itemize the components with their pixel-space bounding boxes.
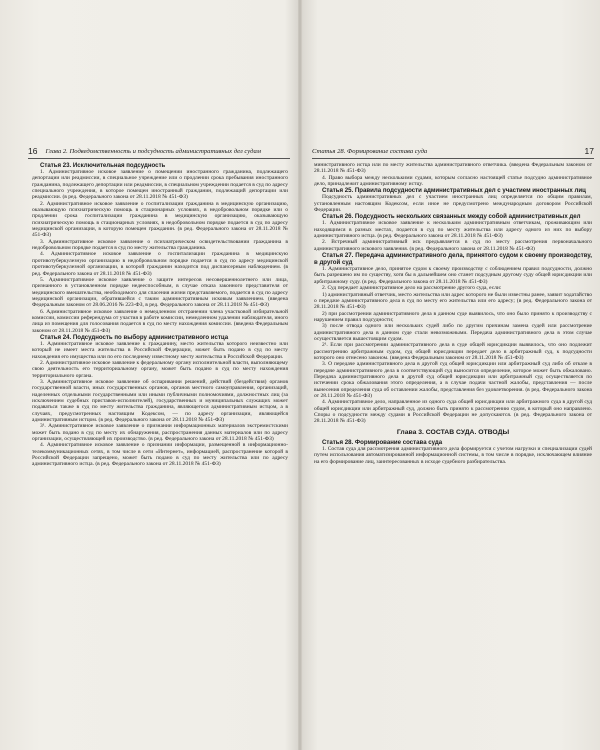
right-header-title: Статья 28. Формирование состава суда: [312, 147, 428, 155]
article-heading: Статья 23. Исключительная подсудность: [40, 162, 166, 169]
paragraph: 4. Административное исковое заявление о госпитализации гражданина в медицинскую противотуберкулезную организацию в недобровольном порядке подается в суд по адресу медицинской противотуберкулезной организации, в которой гражданин находится под диспансерным наблюдением. (в ред. Федерального закона от 28.11.2018 № 451-ФЗ): [32, 251, 288, 277]
paragraph: 3. О передаче административного дела в другой суд общей юрисдикции или арбитражный суд либо об отказе в передаче административного дела в соответствующий суд выносится определение, которое может быть обжаловано. Передача административного дела в другой суд общей юрисдикции или арбитражный суд осуществляется по истечении срока обжалования этого определения, а в случае подачи частной жалобы, представления — после вынесения определения суда об оставлении жалобы, представления без удовлетворения. (в ред. Федерального закона от 28.11.2018 № 451-ФЗ): [314, 361, 592, 399]
continued-paragraph: министративного истца или по месту жительства административного ответчика. (введена Федеральным законом от 28.11.2018 № 451-ФЗ): [314, 162, 592, 175]
paragraph: 1. Административное дело, принятое судом к своему производству с соблюдением правил подсудности, должно быть разрешено им по существу, хотя бы в дальнейшем оно станет подсудным другому суду общей юрисдикции или арбитражному суду. (в ред. Федерального закона от 28.11.2018 № 451-ФЗ): [314, 266, 592, 285]
paragraph: 3¹. Административное исковое заявление о признании информационных материалов экстремистскими может быть подано в суд по месту их обнаружения, распространения данных материалов или по адресу организации, осуществляющей их производство. (в ред. Федерального закона от 28.11.2018 № 451-ФЗ): [32, 423, 288, 443]
paragraph: 5. Административное исковое заявление о защите интересов несовершеннолетнего или лица, признанного в установленном порядке недееспособным, в случае отказа законного представителя от медицинского вмешательства, необходимого для спасения жизни представляемого, подается в суд по адресу медицинской организации, обратившейся с таким административным исковым заявлением. (введена Федеральным законом от 28.06.2016 № 223-ФЗ, в ред. Федерального закона от 28.11.2018 № 451-ФЗ): [32, 276, 288, 309]
paragraph: 1. Административное исковое заявление к нескольким административным ответчикам, проживающим или находящимся в разных местах, подается в суд по месту жительства или адресу одного из них по выбору административного истца. (в ред. Федерального закона от 28.11.2018 № 451-ФЗ): [314, 220, 592, 240]
article-heading: Статья 28. Формирование состава суда: [322, 439, 443, 447]
paragraph: Подсудность административных дел с участием иностранных лиц определяется по общим правилам, установленным настоящим Кодексом, если иное не предусмотрено международным договором Российской Федерации.: [314, 194, 592, 214]
paragraph: 3. Административное исковое заявление о психиатрическом освидетельствовании гражданина в недобровольном порядке подается в суд по месту жительства гражданина.: [32, 238, 288, 252]
paragraph: 2¹. Если при рассмотрении административного дела в суде общей юрисдикции выявилось, что оно подлежит рассмотрению арбитражным судом, суд общей юрисдикции передает дело в арбитражный суд, к подсудности которого оно отнесено законом. (введена Федеральным законом от 28.11.2018 № 451-ФЗ): [314, 342, 592, 361]
paragraph: 3. Административное исковое заявление об оспаривании решений, действий (бездействия) органов государственной власти, иных государственных органов, органов местного самоуправления, организаций, наделенных отдельными государственными или иными публичными полномочиями, должностных лиц (за исключением судебных приставов-исполнителей), государственных и муниципальных служащих может подаваться также в суд по месту жительства гражданина, являющегося административным истцом, а в случаях, предусмотренных настоящим Кодексом, — по адресу организации, являющейся административным истцом. (в ред. Федерального закона от 28.11.2018 № 451-ФЗ): [32, 379, 288, 424]
paragraph: 2. Административное исковое заявление о госпитализации гражданина в медицинскую организацию, оказывающую психиатрическую помощь в стационарных условиях, в недобровольном порядке или о продлении срока госпитализации гражданина в медицинскую организацию, оказывающую психиатрическую помощь в стационарных условиях, в недобровольном порядке подается в суд по адресу медицинской организации, в которую помещен гражданин. (в ред. Федерального закона от 28.11.2018 № 451-ФЗ): [32, 200, 288, 239]
paragraph: 1. Административное исковое заявление о помещении иностранного гражданина, подлежащего депортации или реадмиссии, в специальное учреждение или о продлении срока пребывания иностранного гражданина, подлежащего депортации или реадмиссии, в специальном учреждении подается в суд по адресу специального учреждения, в которое помещен иностранный гражданин, подлежащий депортации или реадмиссии. (в ред. Федерального закона от 28.11.2018 № 451-ФЗ): [32, 169, 288, 201]
chapter-heading: Глава 3. СОСТАВ СУДА. ОТВОДЫ: [396, 428, 510, 436]
paragraph: 1. Состав суда для рассмотрения административного дела формируется с учетом нагрузки и специализации судей путем использования автоматизированной информационной системы, в том числе в порядке, исключающем влияние на его формирование лиц, заинтересованных в исходе судебного разбирательства.: [314, 446, 592, 465]
left-header-title: Глава 2. Подведомственность и подсудность административных дел судам: [45, 147, 262, 155]
paragraph: 1) административный ответчик, место жительства или адрес которого не были известны ранее, заявит ходатайство о передаче административного дела в суд по месту его жительства или его адресу; (в ред. Федерального закона от 28.11.2018 № 451-ФЗ): [314, 291, 592, 311]
article-heading: Статья 26. Подсудность нескольких связанных между собой административных дел: [322, 213, 581, 221]
left-text-column: [32, 162, 288, 468]
paragraph: 1. Административное исковое заявление к гражданину, место жительства которого неизвестно или который не имеет места жительства в Российской Федерации, может быть подано в суд по месту нахождения его имущества или по его последнему известному месту жительства в Российской Федерации.: [32, 340, 288, 360]
paragraph: 2. Встречный административный иск предъявляется в суд по месту рассмотрения первоначального административного искового заявления. (в ред. Федерального закона от 28.11.2018 № 451-ФЗ): [314, 239, 592, 252]
article-heading: Статья 27. Передача административного дела, принятого судом к своему производству, в другой суд: [314, 252, 592, 267]
paragraph: 2) при рассмотрении административного дела в данном суде выявилось, что оно было принято к производству с нарушением правил подсудности;: [314, 310, 592, 323]
paragraph: 4. Административное дело, направленное из одного суда общей юрисдикции или арбитражного суда в другой суд общей юрисдикции или арбитражный суд, должно быть принято к рассмотрению судом, в который оно направлено. Споры о подсудности между судами в Российской Федерации не допускаются. (в ред. Федерального закона от 28.11.2018 № 451-ФЗ): [314, 399, 592, 425]
right-running-header: [312, 144, 594, 159]
article-heading: Статья 25. Правила подсудности административных дел с участием иностранных лиц: [322, 187, 586, 195]
paragraph: 3) после отвода одного или нескольких судей либо по другим причинам замена судей или рассмотрение административного дела в данном суде стали невозможными. Передача административного дела в этом случае осуществляется вышестоящим судом.: [314, 323, 592, 342]
right-page-number: 17: [584, 146, 594, 156]
article-heading: Статья 24. Подсудность по выбору административного истца: [40, 333, 229, 341]
paragraph: 6. Административное исковое заявление о немедленном отстранении члена участковой избирательной комиссии, комиссии референдума от участия в работе комиссии, немедленном удалении наблюдателя, иного лица из помещения для голосования подается в суд по месту нахождения комиссии. (введена Федеральным законом от 28.11.2018 № 451-ФЗ): [32, 308, 288, 334]
right-page: [302, 0, 600, 750]
paragraph: 4. Право выбора между несколькими судами, которым согласно настоящей статье подсудно административное дело, принадлежит административному истцу.: [314, 174, 592, 188]
paragraph: 4. Административное исковое заявление о признании информации, размещенной в информационно-телекоммуникационных сетях, в том числе в сети «Интернет», информацией, распространение которой в Российской Федерации запрещено, может быть подано в суд по месту жительства или по адресу административного истца. (в ред. Федерального закона от 28.11.2018 № 451-ФЗ): [32, 442, 288, 468]
right-text-column: [314, 162, 592, 465]
paragraph: 2. Административное исковое заявление к федеральному органу исполнительной власти, выполняющему свою деятельность его территориальному органу, может быть подано в суд по месту нахождения территориального органа.: [32, 359, 288, 379]
left-page: [0, 0, 298, 750]
left-page-number: 16: [28, 146, 38, 156]
left-running-header: [28, 144, 290, 159]
paragraph: 2. Суд передает административное дело на рассмотрение другого суда, если:: [322, 285, 502, 292]
